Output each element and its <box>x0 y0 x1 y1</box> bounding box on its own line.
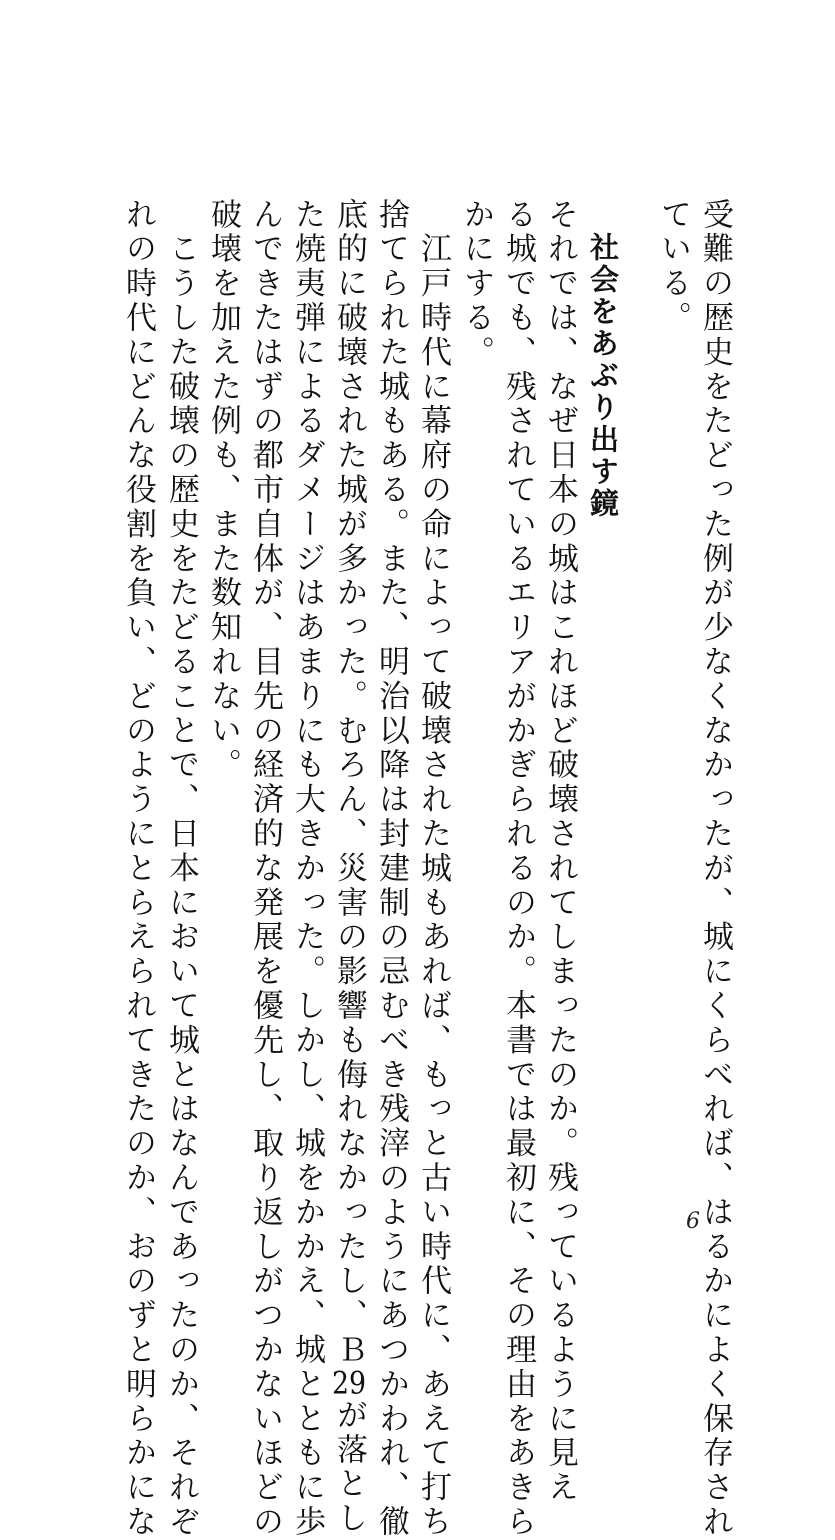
text-column-10: た焼夷弾によるダメージはあまりにも大きかった。しかし、城をかかえ、城とともに歩 <box>289 198 325 1540</box>
text-column-13: こうした破壊の歴史をたどることで、日本において城とはなんであったのか、それぞ <box>163 198 199 1540</box>
text-column-7: 江戸時代に幕府の命によって破壊された城もあれば、もっと古い時代に、あえて打ち <box>415 198 451 1540</box>
text-column-8: 捨てられた城もある。また、明治以降は封建制の忌むべき残滓のようにあつかわれ、徹 <box>373 198 409 1540</box>
text-column-12: 破壊を加えた例も、また数知れない。 <box>205 198 241 783</box>
text-column-1: 受難の歴史をたどった例が少なくなかったが、城にくらべれば、はるかによく保存され <box>697 198 733 1540</box>
page-number: 6 <box>686 1209 700 1234</box>
text-column-5: る城でも、残されているエリアがかぎられるのか。本書では最初に、その理由をあきら <box>500 198 536 1540</box>
section-heading: 社会をあぶり出す鏡 <box>586 232 620 520</box>
text-column-14: れの時代にどんな役割を負い、どのようにとらえられてきたのか、おのずと明らかにな <box>120 198 156 1540</box>
text-column-9: 底的に破壊された城が多かった。むろん、災害の影響も侮れなかったし、Ｂ29が落とし <box>331 198 367 1537</box>
number-inline: 29 <box>331 1367 367 1399</box>
text-column-2: ている。 <box>655 198 691 336</box>
text-column-4: それでは、なぜ日本の城はこれほど破壊されてしまったのか。残っているように見え <box>542 198 578 1506</box>
text-column-6: かにする。 <box>458 198 494 370</box>
text-column-11: んできたはずの都市自体が、目先の経済的な発展を優先し、取り返しがつかないほどの <box>247 198 283 1540</box>
